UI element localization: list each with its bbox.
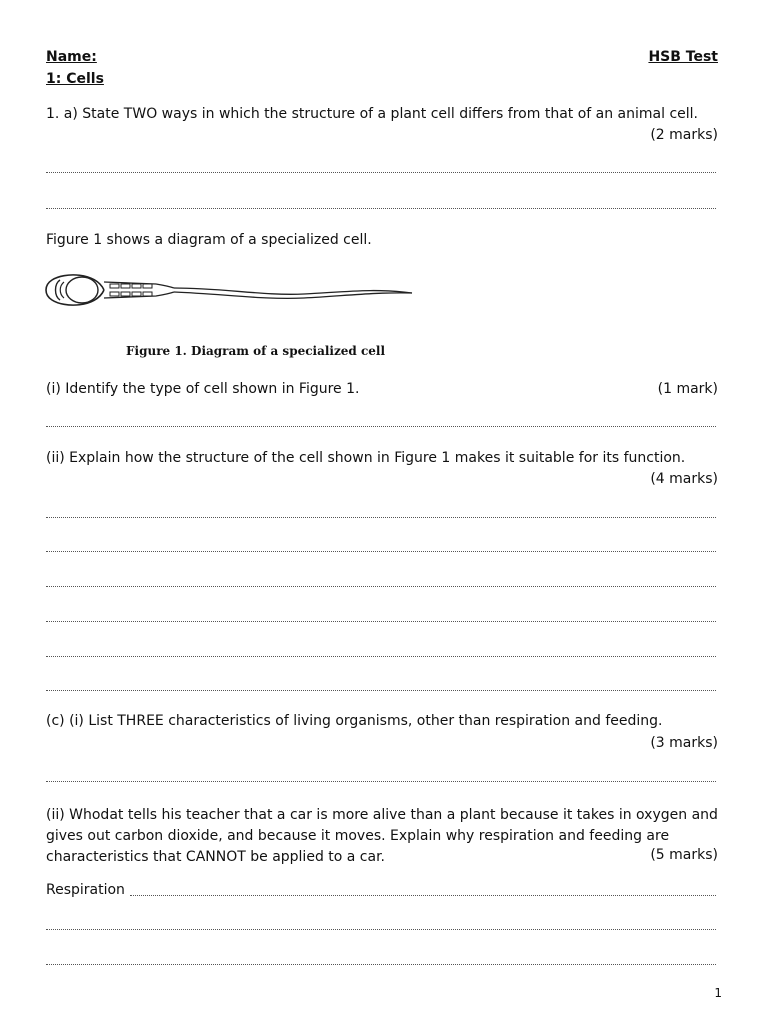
question-c-ii-marks: (5 marks) — [650, 847, 718, 863]
answer-line — [46, 781, 716, 782]
question-1a: 1. a) State TWO ways in which the structure of a plant cell differs from that of an animal cell. — [46, 106, 698, 122]
question-c-i-marks: (3 marks) — [650, 735, 718, 751]
test-label: HSB Test — [648, 49, 718, 65]
question-ii: (ii) Explain how the structure of the cell shown in Figure 1 makes it suitable for its function. — [46, 450, 686, 466]
answer-line — [46, 586, 716, 587]
question-1a-marks: (2 marks) — [650, 127, 718, 143]
figure-caption: Figure 1. Diagram of a specialized cell — [126, 344, 386, 358]
answer-line — [46, 656, 716, 657]
question-c-ii-line-3: characteristics that CANNOT be applied to a car. — [46, 849, 386, 865]
answer-line — [130, 895, 716, 896]
respiration-label: Respiration — [46, 882, 125, 898]
answer-line — [46, 172, 716, 173]
answer-line — [46, 426, 716, 427]
question-ii-marks: (4 marks) — [650, 471, 718, 487]
question-c-ii-line-1: (ii) Whodat tells his teacher that a car is more alive than a plant because it takes in oxygen and — [46, 807, 718, 823]
question-c-i: (c) (i) List THREE characteristics of living organisms, other than respiration and feeding. — [46, 713, 663, 729]
answer-line — [46, 929, 716, 930]
answer-line — [46, 621, 716, 622]
topic-title: 1: Cells — [46, 71, 104, 87]
answer-line — [46, 690, 716, 691]
question-i: (i) Identify the type of cell shown in Figure 1. — [46, 381, 360, 397]
answer-line — [46, 964, 716, 965]
question-i-marks: (1 mark) — [657, 381, 718, 397]
answer-line — [46, 208, 716, 209]
answer-line — [46, 517, 716, 518]
page-number: 1 — [714, 986, 722, 1000]
figure-intro: Figure 1 shows a diagram of a specialized cell. — [46, 232, 372, 248]
sperm-cell-diagram — [44, 258, 424, 322]
answer-line — [46, 551, 716, 552]
question-c-ii — [46, 805, 718, 868]
question-c-ii-line-2: gives out carbon dioxide, and because it moves. Explain why respiration and feeding are — [46, 828, 670, 844]
name-label: Name: — [46, 49, 97, 65]
